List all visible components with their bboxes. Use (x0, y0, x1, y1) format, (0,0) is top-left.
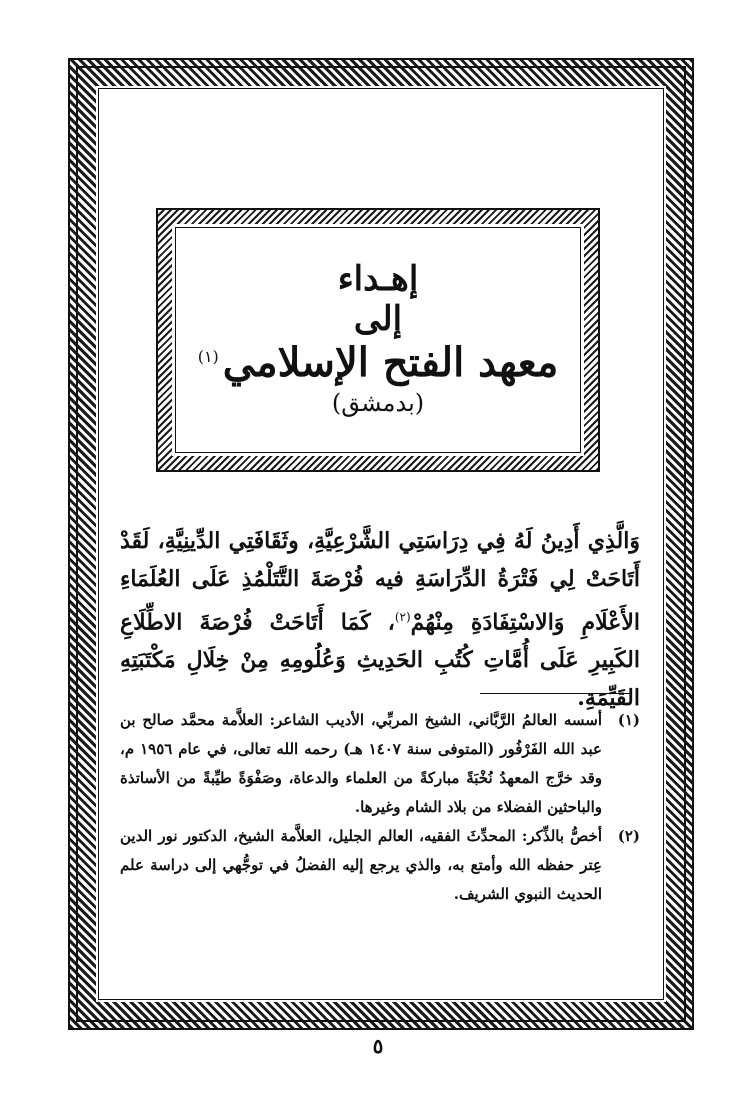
dedication-heading: إهـداء (337, 259, 419, 300)
paragraph-part-2: ، كَمَا أَتَاحَتْ فُرْصَةَ الاطِّلَاعِ الكَبِيرِ عَلَى أُمَّاتِ كُتُبِ الحَدِيثِ وَعُلُومِهِ مِنْ خِلَالِ مَكْتَبَتِهِ القَيِّمَةِ. (120, 609, 640, 712)
institute-city: (بدمشق) (331, 389, 425, 418)
page-number: ٥ (372, 1034, 384, 1058)
footnote-number: (٢) (617, 827, 640, 845)
footnotes (120, 706, 640, 909)
footnote-text: أخصُّ بالذِّكر: المحدِّثَ الفقيه، العالم الجليل، العلاَّمة الشيخ، الدكتور نور الدين عِتر حفظه الله وأمتع به، والذي يرجع إليه الفضلُ في توجُّهي إلى دراسة علم الحديث النبوي الشريف. (120, 827, 602, 903)
footnote-number: (١) (617, 711, 640, 729)
dedication-to: إلى (353, 299, 403, 340)
paragraph-part-1: وَالَّذِي أَدِينُ لَهُ فِي دِرَاسَتِي الشَّرْعِيَّةِ، وثَقَافَتِي الدِّينِيَّةِ، لَقَدْ أَتَاحَتْ لِي فَتْرَةُ الدِّرَاسَةِ فيه فُرْصَةَ التَّتَلْمُذِ عَلَى العُلَمَاءِ الأَعْلَامِ وَالاسْتِفَادَةِ مِنْهُمْ (120, 528, 640, 636)
paragraph-footnote-ref: (٢) (394, 610, 411, 624)
title-cartouche (158, 210, 598, 470)
institute-name: معهد الفتح الإسلامي (222, 339, 559, 387)
institute-footnote-ref: (١) (197, 346, 219, 366)
title-block (172, 224, 584, 456)
footnote-text: أسسه العالمُ الرَّبَّاني، الشيخ المربِّي، الأديب الشاعر: العلاَّمة محمَّد صالح بن عبد الله الفَرْفُور (المتوفى سنة ١٤٠٧ هـ) رحمه الله تعالى، في عام ١٩٥٦ م، وقد خرَّج المعهدُ نُخْبَةً مباركةً من العلماء والدعاة، وصَفْوَةً طيِّبةً من الأساتذة والباحثين الفضلاء من بلاد الشام وغيرها. (120, 711, 602, 816)
footnote-item (120, 822, 640, 909)
footnote-item (120, 706, 640, 822)
dedication-paragraph (120, 522, 640, 717)
institute-name-line (198, 339, 559, 387)
footnote-divider (480, 693, 632, 694)
